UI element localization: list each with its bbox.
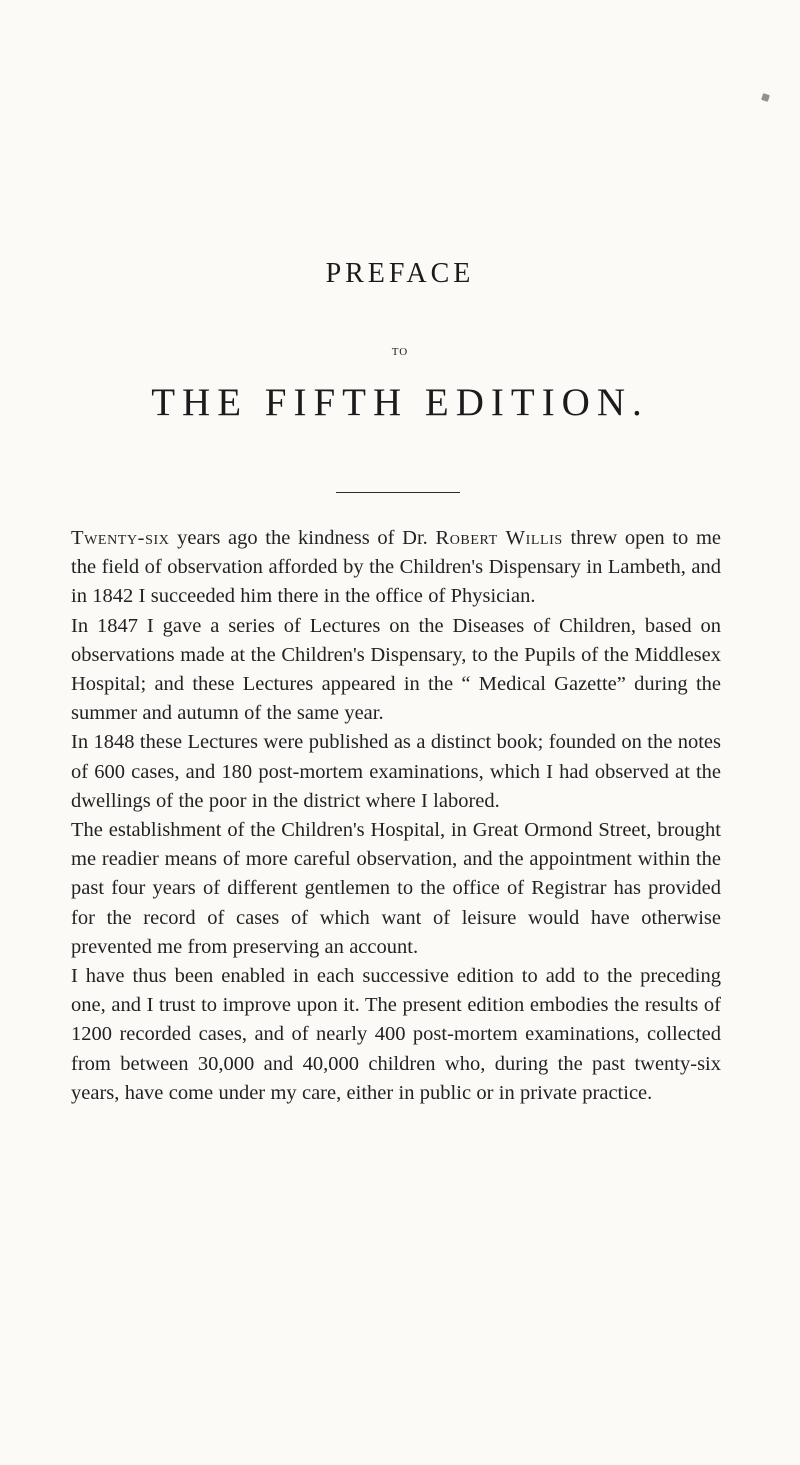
fifth-edition-heading: THE FIFTH EDITION. [151,381,649,424]
paragraph-1-text-a: years ago the kindness of Dr. [169,527,436,549]
paragraph-1-text-b: threw open to me the field of observation afforded by the Children's Dispensary in Lambeth, and in 1842 I succeeded him there in the office of Physician. [71,527,721,608]
paragraph-2: In 1847 I gave a series of Lectures on the Diseases of Children, based on observations made at the Children's Dispensary, to the Pupils of the Middlesex Hospital; and these Lectures appeared in the “ Medical Gazette” during the summer and autumn of the same year. [71,614,721,725]
title-divider [336,492,460,493]
robert-willis-name: Robert Willis [435,527,563,549]
preface-heading: PREFACE [325,258,475,289]
opening-phrase: Twenty-six [71,527,170,549]
paragraph-4: The establishment of the Children's Hospital, in Great Ormond Street, brought me readier means of more careful observation, and the appointment within the past four years of different gentlemen to the office of Registrar has provided for the record of cases of which want of leisure would have otherwise prevented me from preserving an account. [71,819,721,958]
paragraph-3: In 1848 these Lectures were published as a distinct book; founded on the notes of 600 cases, and 180 post-mortem examinations, which I had observed at the dwellings of the poor in the district where I labored. [71,731,721,812]
ink-mark [761,93,770,102]
paragraph-1 [71,524,721,612]
preface-body [71,524,721,1108]
heading-connector: TO [391,346,409,358]
paragraph-5: I have thus been enabled in each successive edition to add to the preceding one, and I trust to improve upon it. The present edition embodies the results of 1200 recorded cases, and of nearly 400 post-mortem examinations, collected from between 30,000 and 40,000 children who, during the past twenty-six years, have come under my care, either in public or in private practice. [71,965,721,1104]
